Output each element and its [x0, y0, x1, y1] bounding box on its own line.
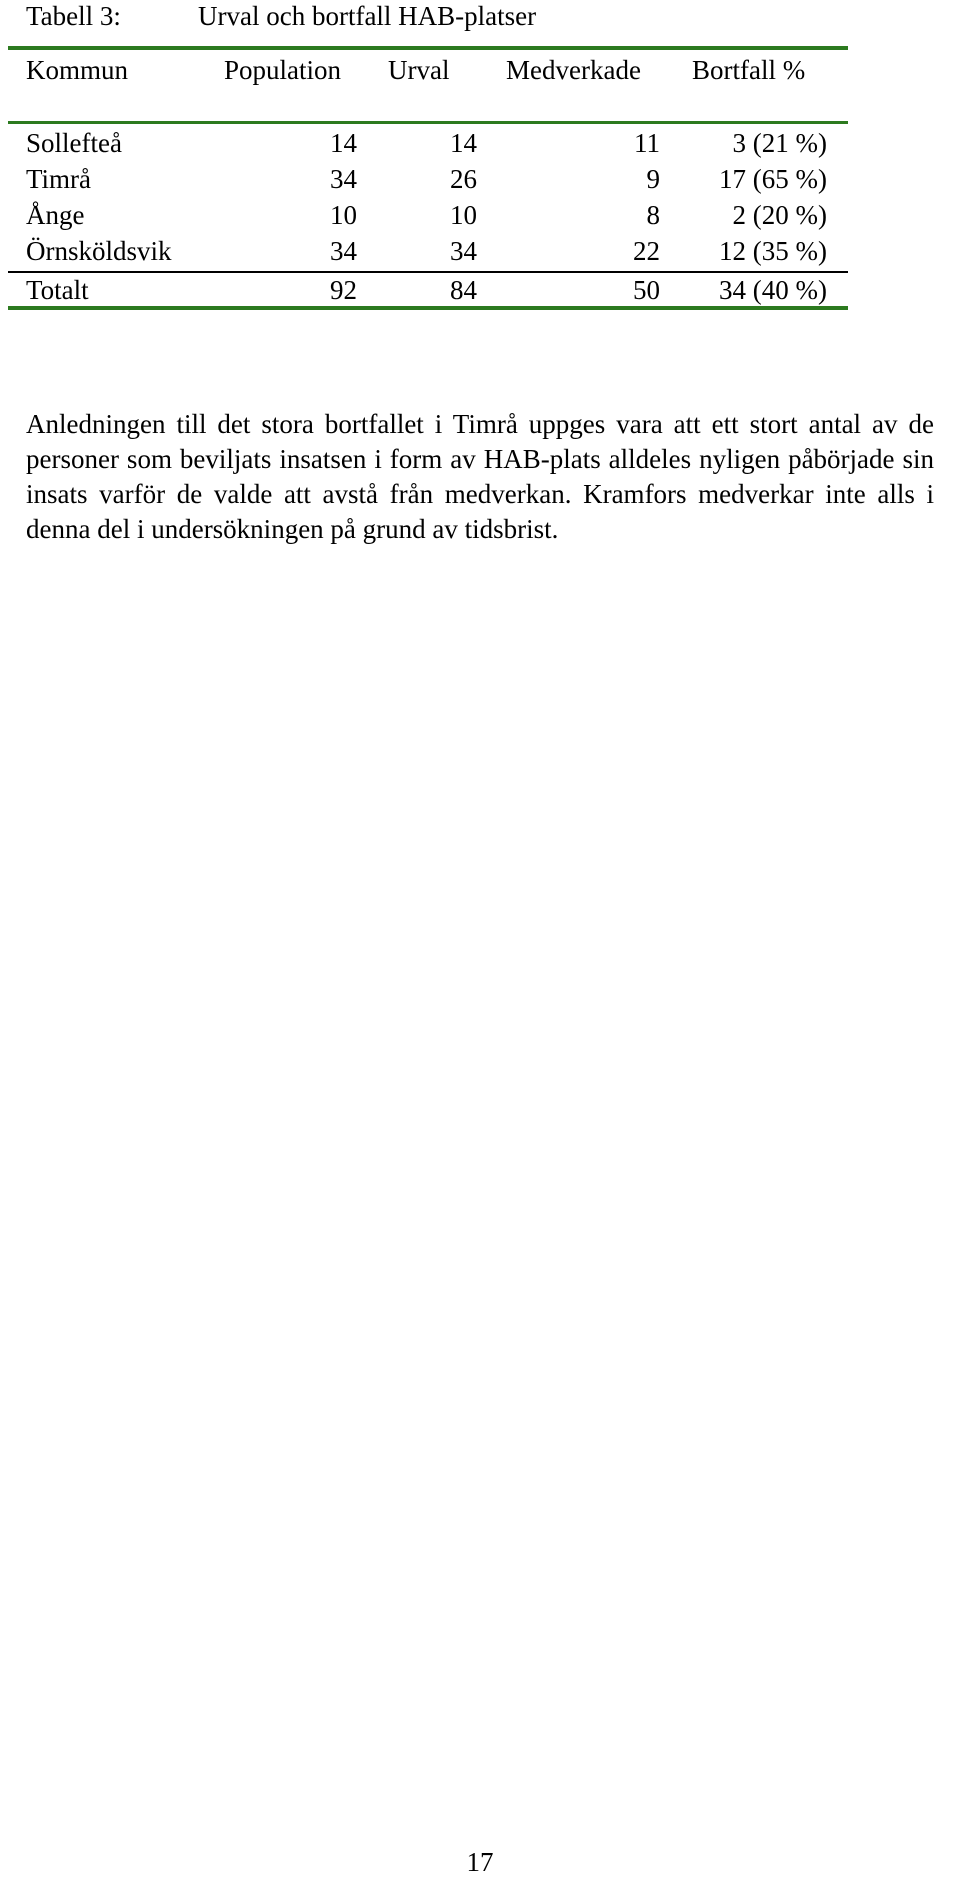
table-top-rule [8, 46, 848, 50]
cell-medverkade: 11 [634, 128, 660, 158]
cell-kommun: Ånge [26, 200, 85, 230]
cell-medverkade: 8 [646, 200, 660, 230]
cell-kommun: Timrå [26, 164, 92, 194]
cell-medverkade: 22 [633, 236, 660, 266]
body-paragraph: Anledningen till det stora bortfallet i Timrå uppges vara att ett stort antal av de personer som beviljats insatsen i form av HAB-plats alldeles nyligen påbörjade sin insats varför de valde att avstå från medverkan. Kramfors medverkar inte alls i denna del i undersökningen på grund av tidsbrist. [26, 409, 934, 544]
table-total-rule [8, 271, 848, 273]
total-bortfall: 34 (40 %) [719, 275, 827, 305]
total-kommun: Totalt [26, 275, 89, 305]
cell-population: 14 [330, 128, 357, 158]
total-population: 92 [330, 275, 357, 305]
cell-bortfall: 2 (20 %) [732, 200, 827, 230]
cell-kommun: Sollefteå [26, 128, 122, 158]
cell-kommun: Örnsköldsvik [26, 236, 172, 266]
page-number: 17 [466, 1847, 494, 1877]
cell-population: 34 [330, 164, 357, 194]
table-title: Urval och bortfall HAB-platser [198, 1, 537, 31]
table-label: Tabell 3: [26, 1, 121, 31]
header-medverkade: Medverkade [506, 55, 641, 85]
cell-population: 10 [330, 200, 357, 230]
cell-urval: 10 [450, 200, 477, 230]
table-caption [26, 0, 926, 36]
total-urval: 84 [450, 275, 477, 305]
cell-bortfall: 3 (21 %) [732, 128, 827, 158]
cell-bortfall: 12 (35 %) [719, 236, 827, 266]
cell-urval: 26 [450, 164, 477, 194]
header-urval: Urval [388, 55, 450, 85]
cell-urval: 34 [450, 236, 477, 266]
table-header-rule [8, 121, 848, 124]
table-bottom-rule [8, 306, 848, 310]
total-medverkade: 50 [633, 275, 660, 305]
header-kommun: Kommun [26, 55, 129, 85]
cell-bortfall: 17 (65 %) [719, 164, 827, 194]
cell-urval: 14 [450, 128, 477, 158]
header-bortfall: Bortfall % [692, 55, 806, 85]
cell-medverkade: 9 [646, 164, 660, 194]
header-population: Population [224, 55, 342, 85]
cell-population: 34 [330, 236, 357, 266]
